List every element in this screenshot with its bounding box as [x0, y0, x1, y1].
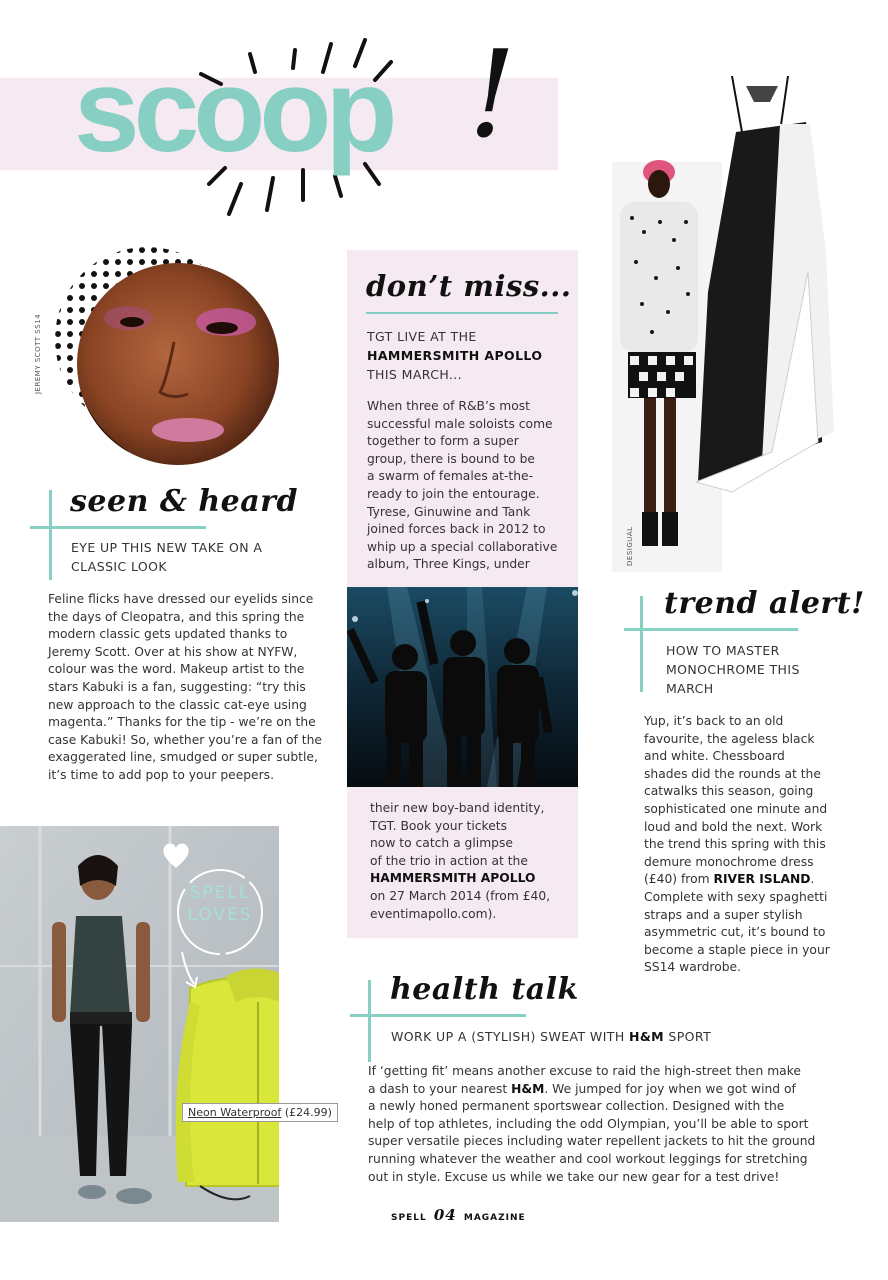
body-line: and white. Chessboard: [644, 749, 785, 764]
accent-rule-horizontal: [30, 526, 206, 529]
body-line: successful male soloists come: [367, 416, 553, 431]
page-number: 04: [433, 1206, 457, 1224]
health-talk-kicker: [391, 1027, 711, 1046]
body-line: colour was the word. Makeup artist to the: [48, 662, 305, 677]
model-eye-photo: [76, 262, 280, 466]
seen-heard-kicker: [71, 538, 262, 576]
body-line: straps and a super stylish: [644, 907, 803, 922]
section-title-health-talk: health talk: [390, 972, 579, 1007]
body-line: together to form a super: [367, 434, 519, 449]
kicker-line: TGT LIVE AT THE: [367, 329, 477, 344]
accent-rule-horizontal: [350, 1014, 526, 1017]
body-line: a swarm of females at-the-: [367, 469, 534, 484]
body-line: it’s time to add pop to your peepers.: [48, 767, 274, 782]
badge-line: LOVES: [187, 905, 253, 925]
section-title-seen-heard: seen & heard: [70, 484, 298, 519]
body-line: If ‘getting fit’ means another excuse to raid the high-street then make: [368, 1064, 801, 1078]
accent-rule-vertical: [640, 596, 643, 692]
kicker-line: MARCH: [666, 681, 714, 696]
trend-alert-body: [644, 713, 844, 977]
body-line: demure monochrome dress: [644, 854, 814, 869]
monochrome-fashion-photo: [612, 72, 852, 572]
product-name: Neon Waterproof: [188, 1106, 282, 1119]
masthead-exclaim: !: [468, 26, 517, 165]
kicker-line: THIS MARCH...: [367, 367, 463, 382]
kicker-line: HOW TO MASTER: [666, 643, 780, 658]
body-line: modern classic gets updated thanks to: [48, 627, 288, 642]
body-line: magenta.” Thanks for the tip - we’re on the: [48, 715, 316, 730]
body-line: help of top athletes, including the odd Olympian, you’ll be able to sport: [368, 1116, 809, 1131]
accent-rule-horizontal: [624, 628, 798, 631]
brand-river-island: RIVER ISLAND: [713, 872, 811, 887]
price-line: [644, 871, 844, 889]
arrow-icon: [176, 950, 206, 992]
body-text: a dash to your nearest: [368, 1081, 512, 1096]
masthead-title: scoop: [74, 45, 392, 177]
photo-credit-desigual: DESIGUAL: [626, 526, 634, 566]
body-line: eventimapollo.com).: [370, 906, 497, 921]
kicker-venue: HAMMERSMITH APOLLO: [367, 348, 543, 363]
accent-rule-vertical: [49, 490, 52, 580]
body-line: running whatever the weather and cool workout leggings for stretching: [368, 1151, 808, 1166]
kicker-line: CLASSIC LOOK: [71, 559, 167, 574]
badge-line: SPELL: [189, 883, 251, 903]
body-line: TGT. Book your tickets: [370, 818, 508, 833]
body-line: Complete with sexy spaghetti: [644, 889, 828, 904]
body-line: exaggerated line, smudged or super subtle,: [48, 750, 318, 765]
photo-credit-jeremy-scott: JEREMY SCOTT SS14: [34, 313, 42, 394]
body-line: new approach to the classic cat-eye using: [48, 697, 307, 712]
body-line: group, there is bound to be: [367, 451, 535, 466]
tgt-concert-photo: [347, 587, 578, 787]
body-line: the days of Cleopatra, and this spring the: [48, 609, 305, 624]
body-line: Jeremy Scott. Over at his show at NYFW,: [48, 644, 298, 659]
body-line: become a staple piece in your: [644, 942, 830, 957]
brand-hm: H&M: [511, 1081, 545, 1096]
dont-miss-body: [367, 398, 572, 574]
spell-loves-badge: [172, 882, 268, 926]
body-line: of the trio in action at the: [370, 853, 528, 868]
product-price: (£24.99): [284, 1106, 332, 1119]
body-line: now to catch a glimpse: [370, 836, 513, 851]
body-line: catwalks this season, going: [644, 784, 814, 799]
body-line: out in style. Excuse us while we take our new gear for a test drive!: [368, 1169, 780, 1184]
body-line: shades did the rounds at the: [644, 766, 821, 781]
brand-hm: H&M: [629, 1029, 665, 1044]
body-line: on 27 March 2014 (from £40,: [370, 888, 551, 903]
body-line: ready to join the entourage.: [367, 486, 540, 501]
kicker-text: WORK UP A (STYLISH) SWEAT WITH: [391, 1029, 629, 1044]
body-line: [368, 1081, 838, 1099]
section-title-trend-alert: trend alert!: [664, 586, 865, 621]
health-talk-body: [368, 1063, 838, 1186]
body-line: When three of R&B’s most: [367, 399, 530, 413]
body-line: super versatile pieces including water repellent jackets to hit the ground: [368, 1134, 816, 1149]
body-line: their new boy-band identity,: [370, 801, 545, 815]
product-label: [182, 1103, 338, 1122]
body-line: a newly honed permanent sportswear collection. Designed with the: [368, 1099, 785, 1114]
body-line: Tyrese, Ginuwine and Tank: [367, 504, 531, 519]
dont-miss-body-continued: [370, 800, 575, 923]
footer-left: SPELL: [391, 1213, 427, 1223]
body-line: album, Three Kings, under: [367, 557, 530, 572]
body-line: SS14 wardrobe.: [644, 960, 741, 975]
footer-right: MAGAZINE: [463, 1213, 526, 1223]
punctuation: .: [810, 872, 815, 887]
venue-name: HAMMERSMITH APOLLO: [370, 871, 536, 886]
body-line: stars Kabuki is a fan, suggesting: “try this: [48, 679, 306, 694]
dont-miss-kicker: [367, 327, 542, 384]
body-text: . We jumped for joy when we got wind of: [544, 1081, 796, 1096]
kicker-line: MONOCHROME THIS: [666, 662, 800, 677]
body-line: Yup, it’s back to an old: [644, 714, 784, 728]
seen-heard-body: [48, 591, 338, 785]
body-line: loud and bold the next. Work: [644, 819, 823, 834]
page-footer: [391, 1206, 526, 1224]
kicker-line: EYE UP THIS NEW TAKE ON A: [71, 540, 263, 555]
accent-rule-vertical: [368, 980, 371, 1062]
section-title-dont-miss: don’t miss...: [366, 269, 572, 303]
price-text: (£40) from: [644, 872, 714, 887]
accent-rule: [366, 312, 558, 314]
body-line: Feline flicks have dressed our eyelids since: [48, 592, 314, 606]
body-line: joined forces back in 2012 to: [367, 522, 546, 537]
body-line: the trend this spring with this: [644, 837, 826, 852]
body-line: favourite, the ageless black: [644, 731, 815, 746]
trend-alert-kicker: [666, 641, 800, 698]
body-line: case Kabuki! So, whether you’re a fan of the: [48, 732, 322, 747]
kicker-text: SPORT: [664, 1029, 712, 1044]
body-line: asymmetric cut, it’s bound to: [644, 925, 826, 940]
body-line: sophisticated one minute and: [644, 801, 828, 816]
body-line: whip up a special collaborative: [367, 539, 558, 554]
